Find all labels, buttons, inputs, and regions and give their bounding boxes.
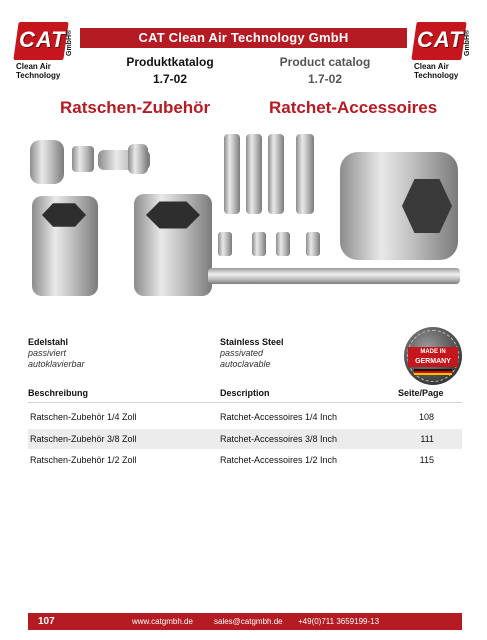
german-flag-icon bbox=[414, 369, 452, 375]
table-row[interactable] bbox=[28, 429, 462, 449]
material-line2-de: autoklavierbar bbox=[28, 359, 85, 369]
extension-bar-image bbox=[208, 268, 460, 284]
catalog-code-en: 1.7-02 bbox=[307, 72, 343, 86]
hex-opening bbox=[146, 200, 200, 230]
hex-opening bbox=[42, 202, 86, 228]
material-line1-en: passivated bbox=[220, 348, 264, 358]
material-heading-en: Stainless Steel bbox=[220, 337, 284, 347]
material-line2-en: autoclavable bbox=[220, 359, 271, 369]
catalog-label-en: Product catalog bbox=[279, 55, 371, 69]
row-page[interactable]: 111 bbox=[420, 434, 434, 444]
row-description-de: Ratschen-Zubehör 1/4 Zoll bbox=[30, 412, 137, 422]
socket-large-image bbox=[134, 194, 212, 296]
catalog-label-de: Produktkatalog bbox=[126, 55, 214, 69]
logo-suffix: GmbH® bbox=[66, 29, 73, 56]
seal-made-in: MADE IN bbox=[408, 347, 458, 357]
adapter-socket-image bbox=[30, 140, 64, 184]
short-bit-image bbox=[218, 232, 232, 256]
phone-number: +49(0)711 3659199-13 bbox=[298, 617, 380, 626]
row-description-en: Ratchet-Accessoires 1/4 Inch bbox=[220, 412, 338, 422]
section-title-de: Ratschen-Zubehör bbox=[60, 98, 211, 117]
cat-logo-left bbox=[16, 22, 78, 80]
column-header-description: Description bbox=[220, 388, 270, 398]
bit-holder-image bbox=[224, 134, 240, 214]
header-divider bbox=[28, 402, 462, 403]
row-description-de: Ratschen-Zubehör 1/2 Zoll bbox=[30, 455, 137, 465]
short-bit-image bbox=[252, 232, 266, 256]
row-description-en: Ratchet-Accessoires 3/8 Inch bbox=[220, 434, 338, 444]
material-line1-de: passiviert bbox=[28, 348, 67, 358]
website-link[interactable]: www.catgmbh.de bbox=[132, 617, 193, 626]
logo-suffix: GmbH® bbox=[464, 29, 471, 56]
logo-caption-2: Technology bbox=[16, 71, 61, 80]
made-in-germany-seal bbox=[404, 327, 462, 385]
logo-text: CAT bbox=[417, 27, 464, 52]
catalog-code-de: 1.7-02 bbox=[152, 72, 188, 86]
column-header-page: Seite/Page bbox=[398, 388, 444, 398]
logo-caption-1: Clean Air bbox=[414, 62, 449, 71]
material-heading-de: Edelstahl bbox=[28, 337, 69, 347]
short-bit-image bbox=[276, 232, 290, 256]
row-description-de: Ratschen-Zubehör 3/8 Zoll bbox=[30, 434, 137, 444]
logo-caption-1: Clean Air bbox=[16, 62, 51, 71]
table-row[interactable] bbox=[28, 450, 462, 470]
company-banner: CAT Clean Air Technology GmbH bbox=[80, 28, 407, 48]
section-title-en: Ratchet-Accessoires bbox=[269, 98, 438, 117]
hex-opening bbox=[402, 176, 452, 236]
short-bit-image bbox=[306, 232, 320, 256]
email-link[interactable]: sales@catgmbh.de bbox=[214, 617, 283, 626]
bit-holder-image bbox=[296, 134, 314, 214]
cat-logo-right bbox=[414, 22, 476, 80]
logo-caption-2: Technology bbox=[414, 71, 459, 80]
bit-holder-image bbox=[268, 134, 284, 214]
page-footer bbox=[28, 613, 462, 630]
adapter-square-image bbox=[72, 146, 94, 172]
row-page[interactable]: 108 bbox=[418, 412, 434, 422]
socket-xl-image bbox=[340, 152, 458, 260]
page-number: 107 bbox=[38, 616, 55, 627]
seal-country: GERMANY bbox=[408, 357, 458, 367]
logo-text: CAT bbox=[19, 27, 66, 52]
row-description-en: Ratchet-Accessoires 1/2 Inch bbox=[220, 455, 338, 465]
universal-joint-head-image bbox=[128, 144, 148, 174]
socket-small-image bbox=[32, 196, 98, 296]
column-header-beschreibung: Beschreibung bbox=[28, 388, 89, 398]
bit-holder-image bbox=[246, 134, 262, 214]
row-page[interactable]: 115 bbox=[419, 455, 434, 465]
table-row[interactable] bbox=[28, 407, 462, 427]
